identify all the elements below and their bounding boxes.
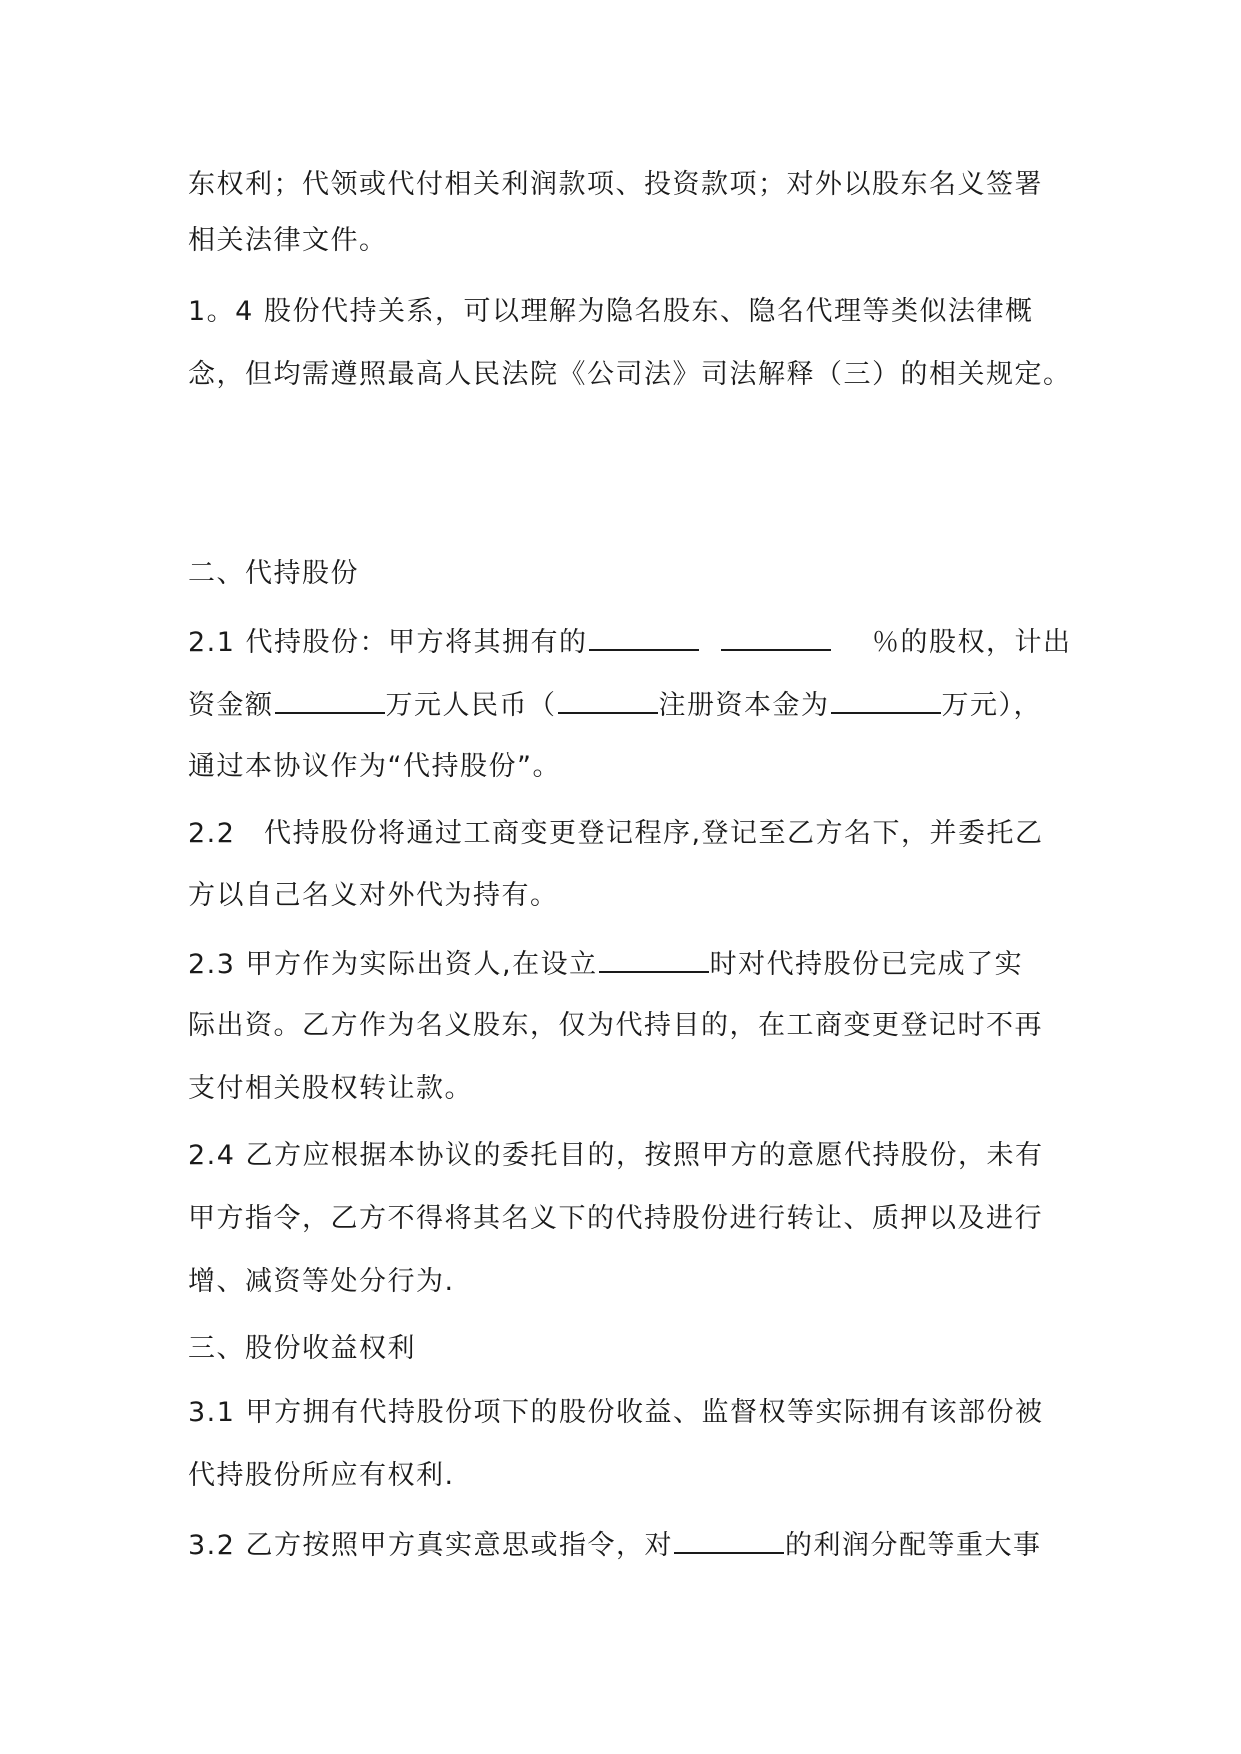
paragraph-line: 2.4 乙方应根据本协议的委托目的，按照甲方的意愿代持股份，未有 [188,1140,1044,1171]
paragraph-line: 增、减资等处分行为. [188,1266,455,1297]
fill-blank [721,621,831,651]
paragraph-line: 东权利；代领或代付相关利润款项、投资款项；对外以股东名义签署 [188,169,1043,200]
paragraph-line: 2.1 代持股份：甲方将其拥有的 ％的股权，计出 [188,621,1072,661]
fill-blank [275,684,385,714]
paragraph-line: 代持股份所应有权利. [188,1460,455,1491]
fill-blank [589,621,699,651]
paragraph-line: 通过本协议作为“代持股份”。 [188,751,561,782]
paragraph-line: 方以自己名义对外代为持有。 [188,880,559,911]
paragraph-line: 2.2 代持股份将通过工商变更登记程序,登记至乙方名下，并委托乙 [188,818,1044,849]
paragraph-line: 甲方指令，乙方不得将其名义下的代持股份进行转让、质押以及进行 [188,1203,1043,1234]
paragraph-line: 念，但均需遵照最高人民法院《公司法》司法解释（三）的相关规定。 [188,359,1072,390]
paragraph-line: 际出资。乙方作为名义股东，仅为代持目的，在工商变更登记时不再 [188,1010,1043,1041]
fill-blank [831,684,941,714]
paragraph-line: 3.1 甲方拥有代持股份项下的股份收益、监督权等实际拥有该部份被 [188,1397,1044,1428]
paragraph-line: 1。4 股份代持关系，可以理解为隐名股东、隐名代理等类似法律概 [188,296,1034,327]
paragraph-line: 2.3 甲方作为实际出资人,在设立 时对代持股份已完成了实 [188,943,1023,983]
section-heading: 三、股份收益权利 [188,1333,416,1364]
paragraph-line: 资金额 万元人民币（ 注册资本金为 万元）， [188,684,1042,724]
paragraph-line: 相关法律文件。 [188,225,388,256]
section-heading: 二、代持股份 [188,558,359,589]
fill-blank [558,684,658,714]
paragraph-line: 3.2 乙方按照甲方真实意思或指令，对 的利润分配等重大事 [188,1524,1042,1564]
fill-blank [674,1524,784,1554]
paragraph-line: 支付相关股权转让款。 [188,1073,473,1104]
fill-blank [599,943,709,973]
